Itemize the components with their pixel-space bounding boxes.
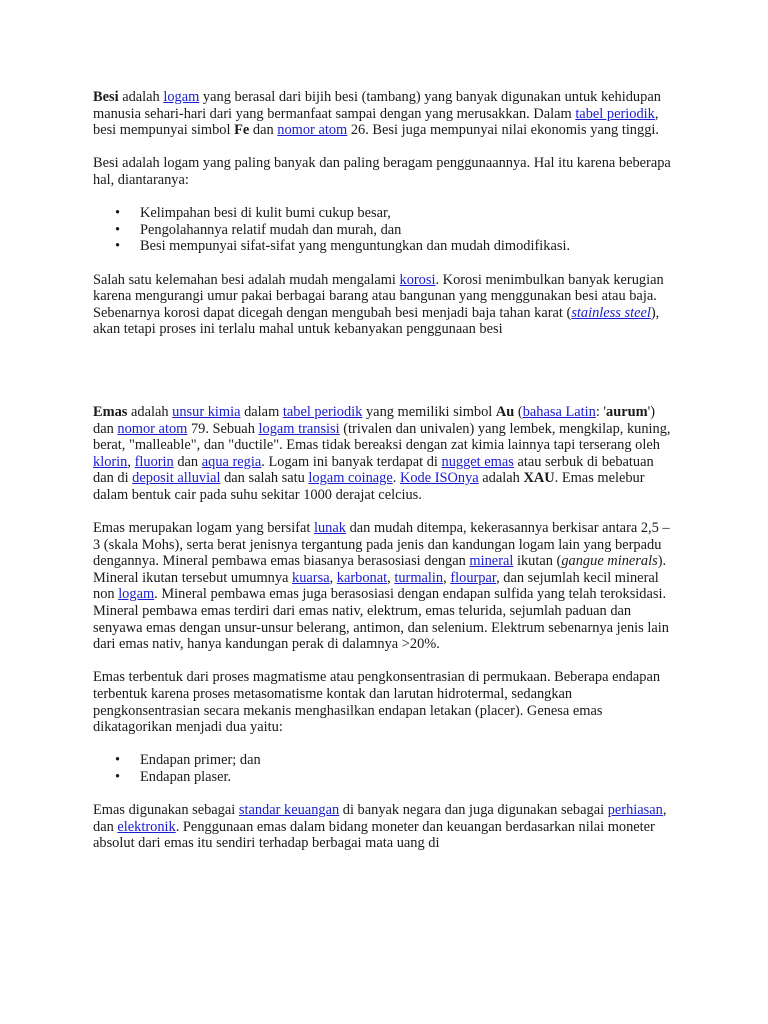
link-standar-keuangan[interactable]: standar keuangan — [238, 802, 340, 819]
text: (trivalen dan univalen) yang lembek, mengkilap, kuning, berat, "malleable", dan "ductile". Emas tidak bereaksi dengan zat kimia lainnya tapi terserang oleh — [93, 420, 671, 454]
link-kuarsa[interactable]: kuarsa — [292, 569, 330, 586]
text: dan — [173, 453, 202, 470]
text: atau serbuk di bebatuan dan di — [93, 453, 654, 487]
link-nomor-atom[interactable]: nomor atom — [277, 122, 348, 139]
paragraph-emas-genesa: Emas terbentuk dari proses magmatisme atau pengkonsentrasian di permukaan. Beberapa endapan terbentuk karena proses metasomatisme kontak dan larutan hidrotermal, sedangkan pengkonsentrasian secara mekanis menghasilkan endapan letakan (placer). Genesa emas dikatagorikan menjadi dua yaitu: — [93, 669, 661, 736]
text: ), akan tetapi proses ini terlalu mahal untuk kebanyakan penggunaan besi — [93, 304, 660, 338]
text: 26. Besi juga mempunyai nilai ekonomis yang tinggi. — [347, 122, 659, 139]
text: adalah — [478, 470, 524, 487]
text: yang berasal dari bijih besi (tambang) yang banyak digunakan untuk kehidupan manusia sehari-hari dari yang bermanfaat sampai dengan yang merusakkan. Dalam — [93, 89, 661, 122]
link-tabel-periodik[interactable]: tabel periodik — [575, 105, 655, 122]
list-item: • Endapan plaser. — [93, 769, 673, 786]
paragraph-emas-sifat — [93, 520, 673, 653]
link-logam[interactable]: logam — [118, 586, 155, 603]
list-item: • Besi mempunyai sifat-sifat yang menguntungkan dan mudah dimodifikasi. — [93, 238, 673, 255]
text: adalah — [118, 89, 164, 105]
text: dan — [249, 122, 278, 139]
link-logam[interactable]: logam — [163, 89, 200, 105]
paragraph-emas-penggunaan — [93, 802, 673, 852]
text: Emas merupakan logam yang bersifat — [93, 520, 314, 537]
term-gangue-minerals: gangue minerals — [561, 553, 658, 570]
link-aqua-regia[interactable]: aqua regia — [201, 453, 262, 470]
spacer — [93, 139, 673, 156]
link-nomor-atom[interactable]: nomor atom — [117, 420, 188, 437]
text: . Logam ini banyak terdapat di — [261, 453, 442, 470]
text: , — [387, 569, 395, 586]
spacer — [93, 338, 673, 404]
text: : ' — [595, 403, 607, 420]
text: yang memiliki simbol — [362, 403, 496, 420]
text: 79. Sebuah — [187, 420, 259, 437]
paragraph-besi-korosi — [93, 272, 673, 338]
symbol-au: Au — [495, 403, 515, 420]
link-logam-coinage[interactable]: logam coinage — [308, 470, 393, 487]
spacer — [93, 503, 673, 520]
text: . Penggunaan emas dalam bidang moneter dan keuangan berdasarkan nilai moneter absolut dari emas itu sendiri terhadap berbagai mata uang di — [93, 818, 655, 852]
link-fluorin[interactable]: fluorin — [134, 453, 174, 470]
text: di banyak negara dan juga digunakan sebagai — [339, 802, 608, 819]
link-elektronik[interactable]: elektronik — [117, 818, 176, 835]
link-turmalin[interactable]: turmalin — [394, 569, 444, 586]
text: dan salah satu — [220, 470, 309, 487]
text: ') dan — [93, 403, 655, 437]
text: ). Mineral ikutan tersebut umumnya — [93, 553, 667, 586]
term-emas: Emas — [93, 403, 128, 420]
text: ikutan ( — [513, 553, 562, 570]
link-flourpar[interactable]: flourpar — [450, 569, 497, 586]
link-klorin[interactable]: klorin — [93, 453, 128, 470]
symbol-fe: Fe — [234, 122, 250, 139]
list-item: • Endapan primer; dan — [93, 752, 673, 769]
text: dalam — [240, 403, 283, 420]
text: , — [329, 569, 337, 586]
link-lunak[interactable]: lunak — [313, 520, 346, 537]
paragraph-besi-intro — [93, 89, 673, 139]
text: , dan — [93, 802, 667, 835]
text: , dan sejumlah kecil mineral non — [93, 569, 659, 603]
link-karbonat[interactable]: karbonat — [336, 569, 388, 586]
text: , besi mempunyai simbol — [93, 105, 659, 139]
link-stainless-steel[interactable]: stainless steel — [571, 304, 651, 321]
text: dan mudah ditempa, kekerasannya berkisar antara 2,5 – 3 (skala Mohs), serta berat jenisnya tergantung pada jenis dan kandungan logam lain yang berpadu dengannya. Mineral pembawa emas biasanya berasosiasi dengan — [93, 520, 670, 570]
text: adalah — [127, 403, 173, 420]
spacer — [93, 255, 673, 272]
text: . Korosi menimbulkan banyak kerugian karena mengurangi umur pakai berbagai barang atau bangunan yang menggunakan besi atau baja. Sebenarnya korosi dapat dicegah dengan mengubah besi menjadi baja tahan karat ( — [93, 271, 664, 321]
term-besi: Besi — [93, 89, 119, 105]
link-perhiasan[interactable]: perhiasan — [607, 802, 663, 819]
list-emas-endapan — [93, 752, 673, 785]
paragraph-emas-intro — [93, 404, 673, 504]
text: , — [127, 453, 135, 470]
link-mineral[interactable]: mineral — [469, 553, 514, 570]
spacer — [93, 736, 673, 753]
spacer — [93, 189, 673, 206]
list-besi-reasons — [93, 205, 673, 255]
link-logam-transisi[interactable]: logam transisi — [258, 420, 340, 437]
link-unsur-kimia[interactable]: unsur kimia — [172, 403, 241, 420]
text: ( — [514, 403, 523, 420]
spacer — [93, 786, 673, 803]
text: Salah satu kelemahan besi adalah mudah mengalami — [93, 271, 400, 288]
list-item: • Kelimpahan besi di kulit bumi cukup besar, — [93, 205, 673, 222]
document-body — [93, 89, 673, 852]
text: . Mineral pembawa emas juga berasosiasi dengan endapan sulfida yang telah teroksidasi. Mineral pembawa emas terdiri dari emas nativ, elektrum, emas telurida, sejumlah paduan dan senyawa emas dengan unsur-unsur belerang, antimon, dan selenium. Elektrum sebenarnya jenis lain dari emas nativ, hanya kandungan perak di dalamnya >20%. — [93, 586, 669, 653]
paragraph-besi-usage: Besi adalah logam yang paling banyak dan paling beragam penggunaannya. Hal itu karena beberapa hal, diantaranya: — [93, 155, 671, 188]
link-deposit-alluvial[interactable]: deposit alluvial — [132, 470, 221, 487]
term-aurum: aurum — [606, 403, 648, 420]
text: , — [443, 569, 451, 586]
text: . Emas melebur dalam bentuk cair pada suhu sekitar 1000 derajat celcius. — [93, 470, 645, 503]
spacer — [93, 653, 673, 670]
link-korosi[interactable]: korosi — [399, 271, 436, 288]
link-nugget-emas[interactable]: nugget emas — [441, 453, 514, 470]
link-kode-iso[interactable]: Kode ISOnya — [399, 470, 479, 487]
symbol-xau: XAU — [523, 470, 555, 487]
text: Emas digunakan sebagai — [93, 802, 239, 819]
link-tabel-periodik[interactable]: tabel periodik — [282, 403, 363, 420]
text: . — [392, 470, 400, 487]
link-bahasa-latin[interactable]: bahasa Latin — [522, 403, 596, 420]
list-item: • Pengolahannya relatif mudah dan murah, dan — [93, 222, 673, 239]
